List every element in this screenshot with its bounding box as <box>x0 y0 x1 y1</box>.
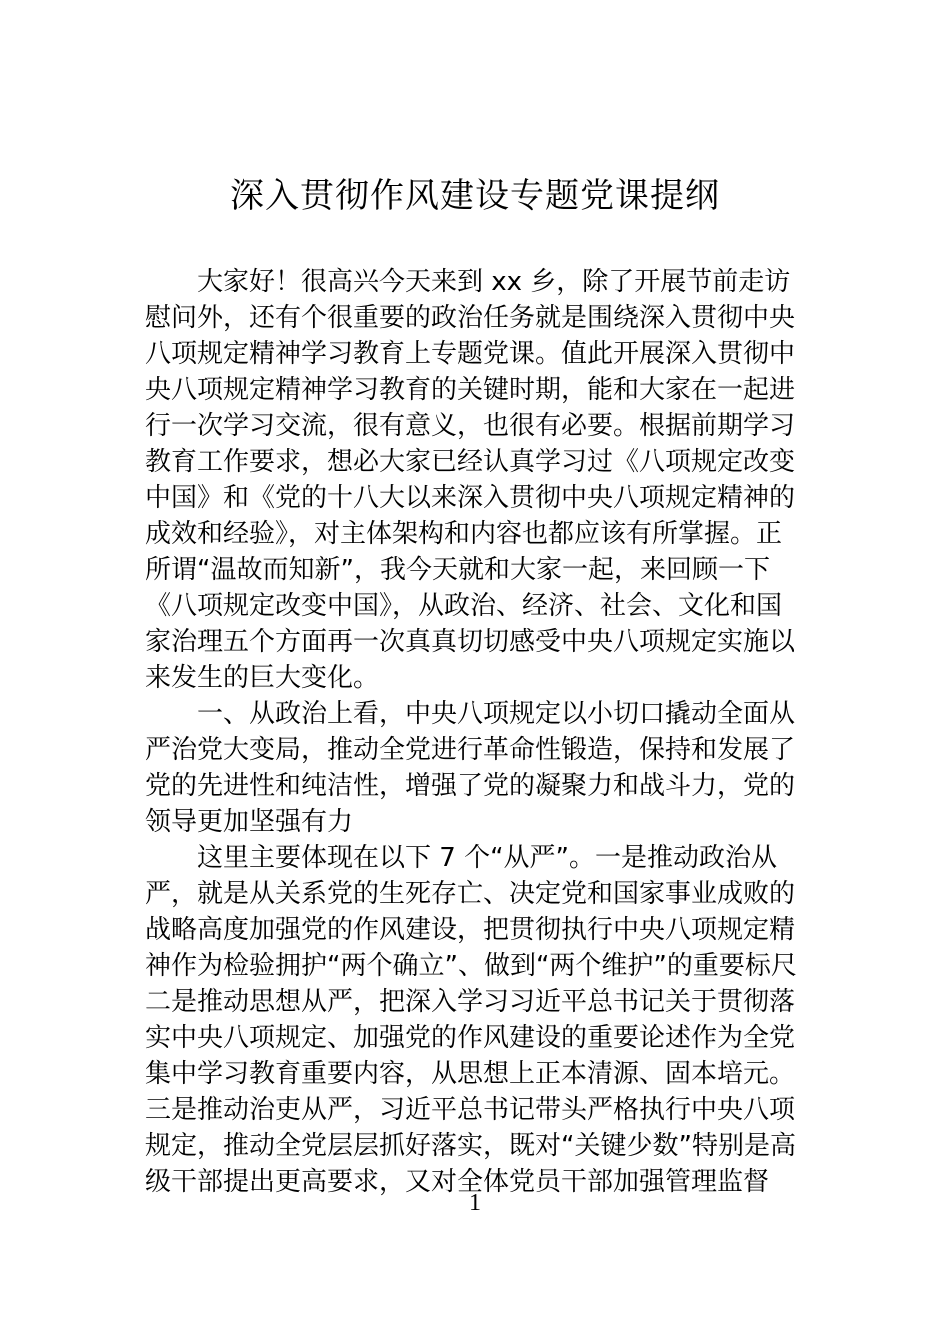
paragraph-seven-strict-points: 这里主要体现在以下 7 个“从严”。一是推动政治从严，就是从关系党的生死存亡、决定党和国家事业成败的战略高度加强党的作风建设，把贯彻执行中央八项规定精神作为检验拥护“两个确立”、做到“两个维护”的重要标尺二是推动思想从严，把深入学习习近平总书记关于贯彻落实中央八项规定、加强党的作风建设的重要论述作为全党集中学习教育重要内容，从思想上正本清源、固本培元。三是推动治吏从严，习近平总书记带头严格执行中央八项规定，推动全党层层抓好落实，既对“关键少数”特别是高级干部提出更高要求，又对全体党员干部加强管理监督 <box>145 843 797 1197</box>
page-number: 1 <box>469 1190 481 1216</box>
document-body <box>145 264 807 1200</box>
paragraph-section-heading-politics: 一、从政治上看，中央八项规定以小切口撬动全面从严治党大变局，推动全党进行革命性锻造，保持和发展了党的先进性和纯洁性，增强了党的凝聚力和战斗力，党的领导更加坚强有力 <box>145 699 796 837</box>
document-title: 深入贯彻作风建设专题党课提纲 <box>230 176 720 216</box>
paragraph-introduction: 大家好！很高兴今天来到 xx 乡，除了开展节前走访慰问外，还有个很重要的政治任务就是围绕深入贯彻中央八项规定精神学习教育上专题党课。值此开展深入贯彻中央八项规定精神学习教育的关键时期，能和大家在一起进行一次学习交流，很有意义，也很有必要。根据前期学习教育工作要求，想必大家已经认真学习过《八项规定改变中国》和《党的十八大以来深入贯彻中央八项规定精神的成效和经验》，对主体架构和内容也都应该有所掌握。正所谓“温故而知新”，我今天就和大家一起，来回顾一下《八项规定改变中国》，从政治、经济、社会、文化和国家治理五个方面再一次真真切切感受中央八项规定实施以来发生的巨大变化。 <box>145 267 796 693</box>
